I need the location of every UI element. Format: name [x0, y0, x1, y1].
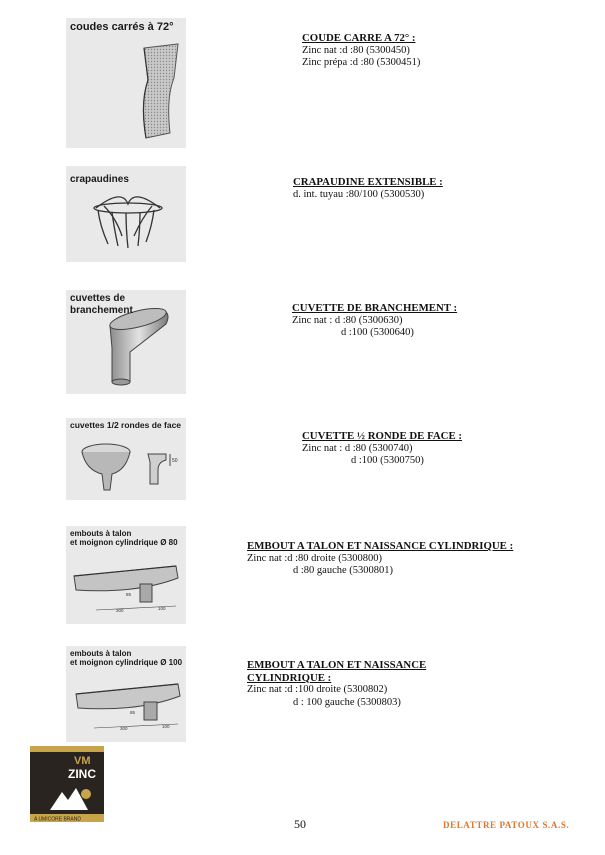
- logo-tagline: A UMICORE BRAND: [34, 816, 81, 822]
- image-caption: crapaudines: [70, 174, 129, 185]
- product-line: Zinc nat : d :80 (5300740): [302, 442, 413, 454]
- product-line: Zinc nat :d :100 droite (5300802): [247, 684, 388, 695]
- image-caption-line: embouts à talon: [70, 649, 132, 658]
- product-line: d : 100 gauche (5300803): [293, 696, 401, 708]
- image-caption: cuvettes de branchement: [70, 293, 133, 316]
- product-title: COUDE CARRE A 72° :: [302, 32, 416, 44]
- logo-mark: VM: [74, 755, 91, 767]
- coude-illustration: [66, 18, 186, 148]
- vmzinc-logo-icon: [30, 746, 104, 822]
- product-image-cuvette-demi-ronde: [66, 418, 186, 500]
- svg-text:85: 85: [130, 710, 136, 715]
- svg-text:50: 50: [172, 458, 178, 464]
- product-block-crapaudine: [293, 176, 443, 201]
- product-title: CRAPAUDINE EXTENSIBLE :: [293, 176, 443, 188]
- product-line: Zinc nat :d :80 (5300450): [302, 44, 410, 56]
- image-caption: coudes carrés à 72°: [70, 21, 174, 33]
- product-title: EMBOUT A TALON ET NAISSANCE: [247, 659, 427, 671]
- company-name: DELATTRE PATOUX S.A.S.: [443, 820, 570, 830]
- page-number: 50: [294, 817, 306, 831]
- product-image-embout-100: [66, 646, 186, 742]
- product-title: CUVETTE ½ RONDE DE FACE :: [302, 430, 462, 442]
- svg-text:300: 300: [116, 608, 124, 613]
- image-caption-line: et moignon cylindrique Ø 80: [70, 538, 178, 548]
- product-image-crapaudine: [66, 166, 186, 262]
- image-caption: [70, 649, 182, 667]
- product-line: Zinc prépa :d :80 (5300451): [302, 57, 421, 68]
- product-title: CYLINDRIQUE :: [247, 671, 332, 684]
- product-image-coude: [66, 18, 186, 148]
- svg-text:300: 300: [120, 726, 128, 731]
- image-caption-line: embouts à talon: [70, 529, 132, 538]
- image-caption: cuvettes 1/2 rondes de face: [70, 420, 182, 430]
- image-caption: [70, 529, 178, 547]
- product-block-cuvette-branchement: [292, 302, 457, 340]
- product-title: CUVETTE DE BRANCHEMENT :: [292, 302, 458, 314]
- product-line: Zinc nat : d :80 (5300630): [292, 314, 403, 326]
- product-line: d :80 gauche (5300801): [293, 565, 394, 576]
- product-block-cuvette-demi-ronde: [302, 430, 462, 468]
- product-image-cuvette-branchement: [66, 290, 186, 394]
- product-line: d :100 (5300640): [341, 327, 414, 338]
- image-caption-line: et moignon cylindrique Ø 100: [70, 658, 183, 668]
- product-line: d :100 (5300750): [351, 455, 424, 466]
- product-image-embout-80: [66, 526, 186, 624]
- vmzinc-logo: [30, 746, 104, 822]
- product-line: Zinc nat :d :80 droite (5300800): [247, 552, 383, 564]
- product-block-embout-100: [247, 659, 426, 709]
- product-block-coude: [302, 32, 420, 70]
- svg-text:100: 100: [162, 724, 170, 729]
- svg-text:100: 100: [158, 606, 166, 611]
- product-title: EMBOUT A TALON ET NAISSANCE CYLINDRIQUE :: [247, 540, 514, 552]
- product-line: d. int. tuyau :80/100 (5300530): [293, 188, 425, 200]
- product-block-embout-80: [247, 540, 513, 578]
- logo-brand: ZINC: [68, 767, 96, 781]
- svg-text:85: 85: [126, 592, 132, 597]
